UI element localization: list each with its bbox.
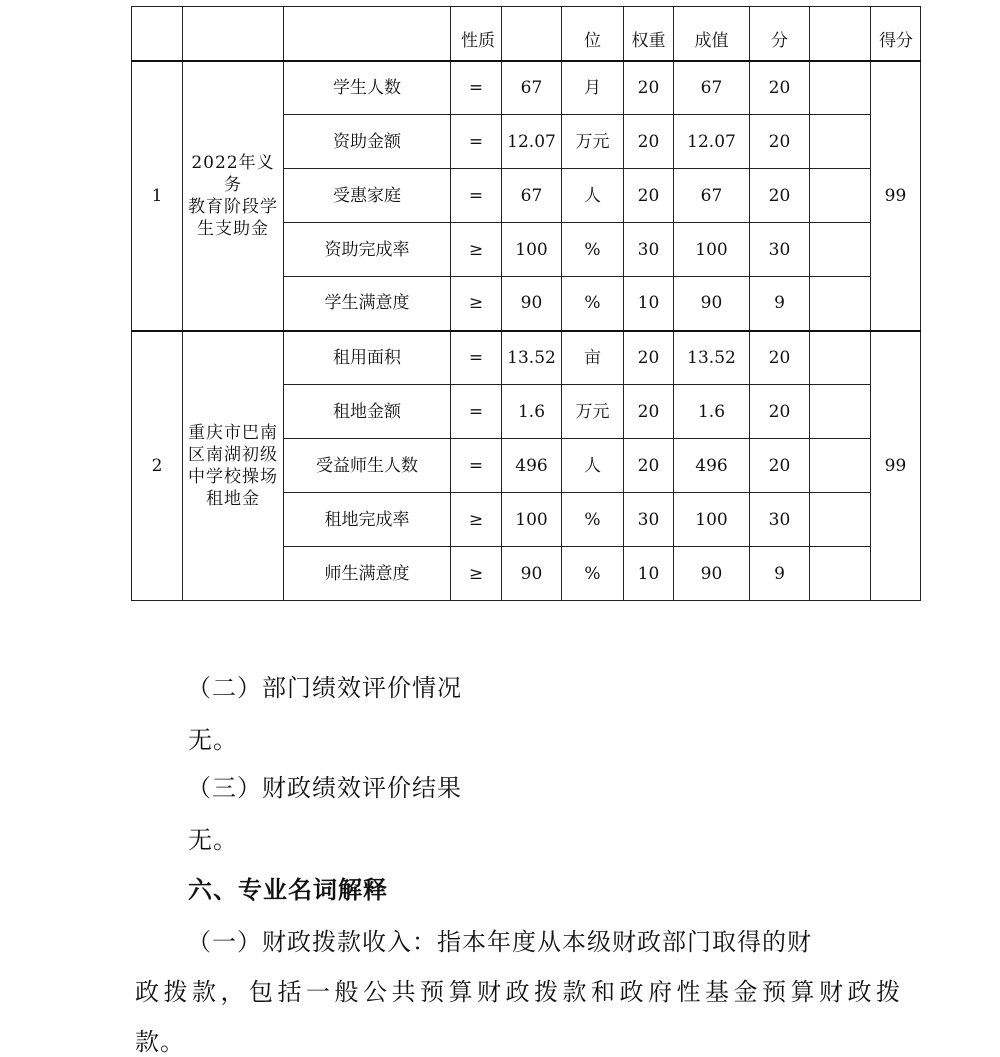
project-name-line: 2022年义务: [191, 152, 275, 195]
performance-table: [131, 6, 921, 601]
indicator-cell: 资助金额: [284, 115, 451, 169]
target-cell: 496: [502, 439, 562, 493]
actual-cell: 1.6: [674, 385, 750, 439]
indicator-cell: 租用面积: [284, 331, 451, 385]
operator-cell: ≥: [451, 493, 502, 547]
blank-cell: [810, 223, 871, 277]
score-cell: 20: [750, 439, 810, 493]
unit-cell: %: [562, 223, 624, 277]
weight-cell: 20: [624, 439, 674, 493]
header-cell-no: [132, 7, 183, 61]
table-header-row: [132, 7, 921, 61]
operator-cell: =: [451, 61, 502, 115]
project-number-cell: 1: [132, 61, 183, 331]
table-row: [132, 331, 921, 385]
project-name-line: 租地金: [206, 488, 260, 509]
indicator-cell: 租地完成率: [284, 493, 451, 547]
paragraph-1-text: 指本年度从本级财政部门取得的财: [437, 928, 812, 956]
header-cell-total: 得分: [871, 7, 921, 61]
unit-cell: %: [562, 493, 624, 547]
target-cell: 67: [502, 169, 562, 223]
actual-cell: 100: [674, 223, 750, 277]
project-name-cell: [183, 61, 284, 331]
header-cell-weight: 权重: [624, 7, 674, 61]
unit-cell: 万元: [562, 385, 624, 439]
target-cell: 13.52: [502, 331, 562, 385]
score-cell: 30: [750, 493, 810, 547]
weight-cell: 20: [624, 169, 674, 223]
weight-cell: 20: [624, 115, 674, 169]
operator-cell: =: [451, 439, 502, 493]
operator-cell: =: [451, 331, 502, 385]
project-name-line: 中学校操场: [188, 466, 278, 487]
target-cell: 1.6: [502, 385, 562, 439]
weight-cell: 10: [624, 277, 674, 331]
unit-cell: 亩: [562, 331, 624, 385]
score-cell: 9: [750, 277, 810, 331]
actual-cell: 67: [674, 169, 750, 223]
operator-cell: ≥: [451, 277, 502, 331]
blank-cell: [810, 385, 871, 439]
unit-cell: 万元: [562, 115, 624, 169]
score-cell: 20: [750, 61, 810, 115]
score-cell: 20: [750, 169, 810, 223]
paragraph-1-line-1: [187, 922, 812, 957]
header-cell-indicator: [284, 7, 451, 61]
unit-cell: 人: [562, 439, 624, 493]
indicator-cell: 租地金额: [284, 385, 451, 439]
weight-cell: 20: [624, 61, 674, 115]
target-cell: 12.07: [502, 115, 562, 169]
weight-cell: 30: [624, 223, 674, 277]
score-cell: 20: [750, 115, 810, 169]
total-score-cell: 99: [871, 61, 921, 331]
header-cell-blank: [810, 7, 871, 61]
operator-cell: ≥: [451, 547, 502, 601]
blank-cell: [810, 277, 871, 331]
operator-cell: =: [451, 115, 502, 169]
indicator-cell: 学生满意度: [284, 277, 451, 331]
section-3-body: 无。: [188, 826, 238, 854]
paragraph-1-line-3: 款。: [135, 1028, 185, 1056]
actual-cell: 496: [674, 439, 750, 493]
actual-cell: 90: [674, 547, 750, 601]
unit-cell: %: [562, 547, 624, 601]
table-body: [132, 61, 921, 601]
actual-cell: 67: [674, 61, 750, 115]
score-cell: 20: [750, 385, 810, 439]
header-cell-score: 分: [750, 7, 810, 61]
project-number-cell: 2: [132, 331, 183, 601]
blank-cell: [810, 331, 871, 385]
actual-cell: 12.07: [674, 115, 750, 169]
project-name-line: 重庆市巴南: [188, 422, 278, 443]
unit-cell: 人: [562, 169, 624, 223]
actual-cell: 13.52: [674, 331, 750, 385]
total-score-cell: 99: [871, 331, 921, 601]
indicator-cell: 师生满意度: [284, 547, 451, 601]
indicator-cell: 资助完成率: [284, 223, 451, 277]
paragraph-1-label: （一）财政拨款收入：: [187, 928, 437, 956]
section-2-body: 无。: [188, 726, 238, 754]
operator-cell: =: [451, 169, 502, 223]
unit-cell: %: [562, 277, 624, 331]
section-3-heading: （三）财政绩效评价结果: [187, 774, 462, 802]
score-cell: 20: [750, 331, 810, 385]
target-cell: 100: [502, 223, 562, 277]
section-2-heading: （二）部门绩效评价情况: [187, 674, 462, 702]
section-6-heading: 六、专业名词解释: [188, 876, 388, 904]
unit-cell: 月: [562, 61, 624, 115]
header-cell-unit: 位: [562, 7, 624, 61]
blank-cell: [810, 115, 871, 169]
blank-cell: [810, 493, 871, 547]
target-cell: 90: [502, 547, 562, 601]
project-name-line: 区南湖初级: [188, 444, 278, 465]
operator-cell: =: [451, 385, 502, 439]
operator-cell: ≥: [451, 223, 502, 277]
target-cell: 100: [502, 493, 562, 547]
target-cell: 67: [502, 61, 562, 115]
header-cell-project: [183, 7, 284, 61]
project-name-line: 生支助金: [197, 218, 269, 239]
blank-cell: [810, 61, 871, 115]
paragraph-1-line-2: 政拨款，包括一般公共预算财政拨款和政府性基金预算财政拨: [135, 978, 905, 1006]
indicator-cell: 学生人数: [284, 61, 451, 115]
indicator-cell: 受益师生人数: [284, 439, 451, 493]
actual-cell: 90: [674, 277, 750, 331]
blank-cell: [810, 547, 871, 601]
project-name-cell: [183, 331, 284, 601]
actual-cell: 100: [674, 493, 750, 547]
blank-cell: [810, 169, 871, 223]
score-cell: 30: [750, 223, 810, 277]
score-cell: 9: [750, 547, 810, 601]
header-cell-target: [502, 7, 562, 61]
weight-cell: 30: [624, 493, 674, 547]
indicator-cell: 受惠家庭: [284, 169, 451, 223]
weight-cell: 20: [624, 331, 674, 385]
table-row: [132, 61, 921, 115]
header-cell-actual: 成值: [674, 7, 750, 61]
target-cell: 90: [502, 277, 562, 331]
header-cell-nature: 性质: [451, 7, 502, 61]
blank-cell: [810, 439, 871, 493]
project-name-line: 教育阶段学: [188, 196, 278, 217]
weight-cell: 10: [624, 547, 674, 601]
weight-cell: 20: [624, 385, 674, 439]
